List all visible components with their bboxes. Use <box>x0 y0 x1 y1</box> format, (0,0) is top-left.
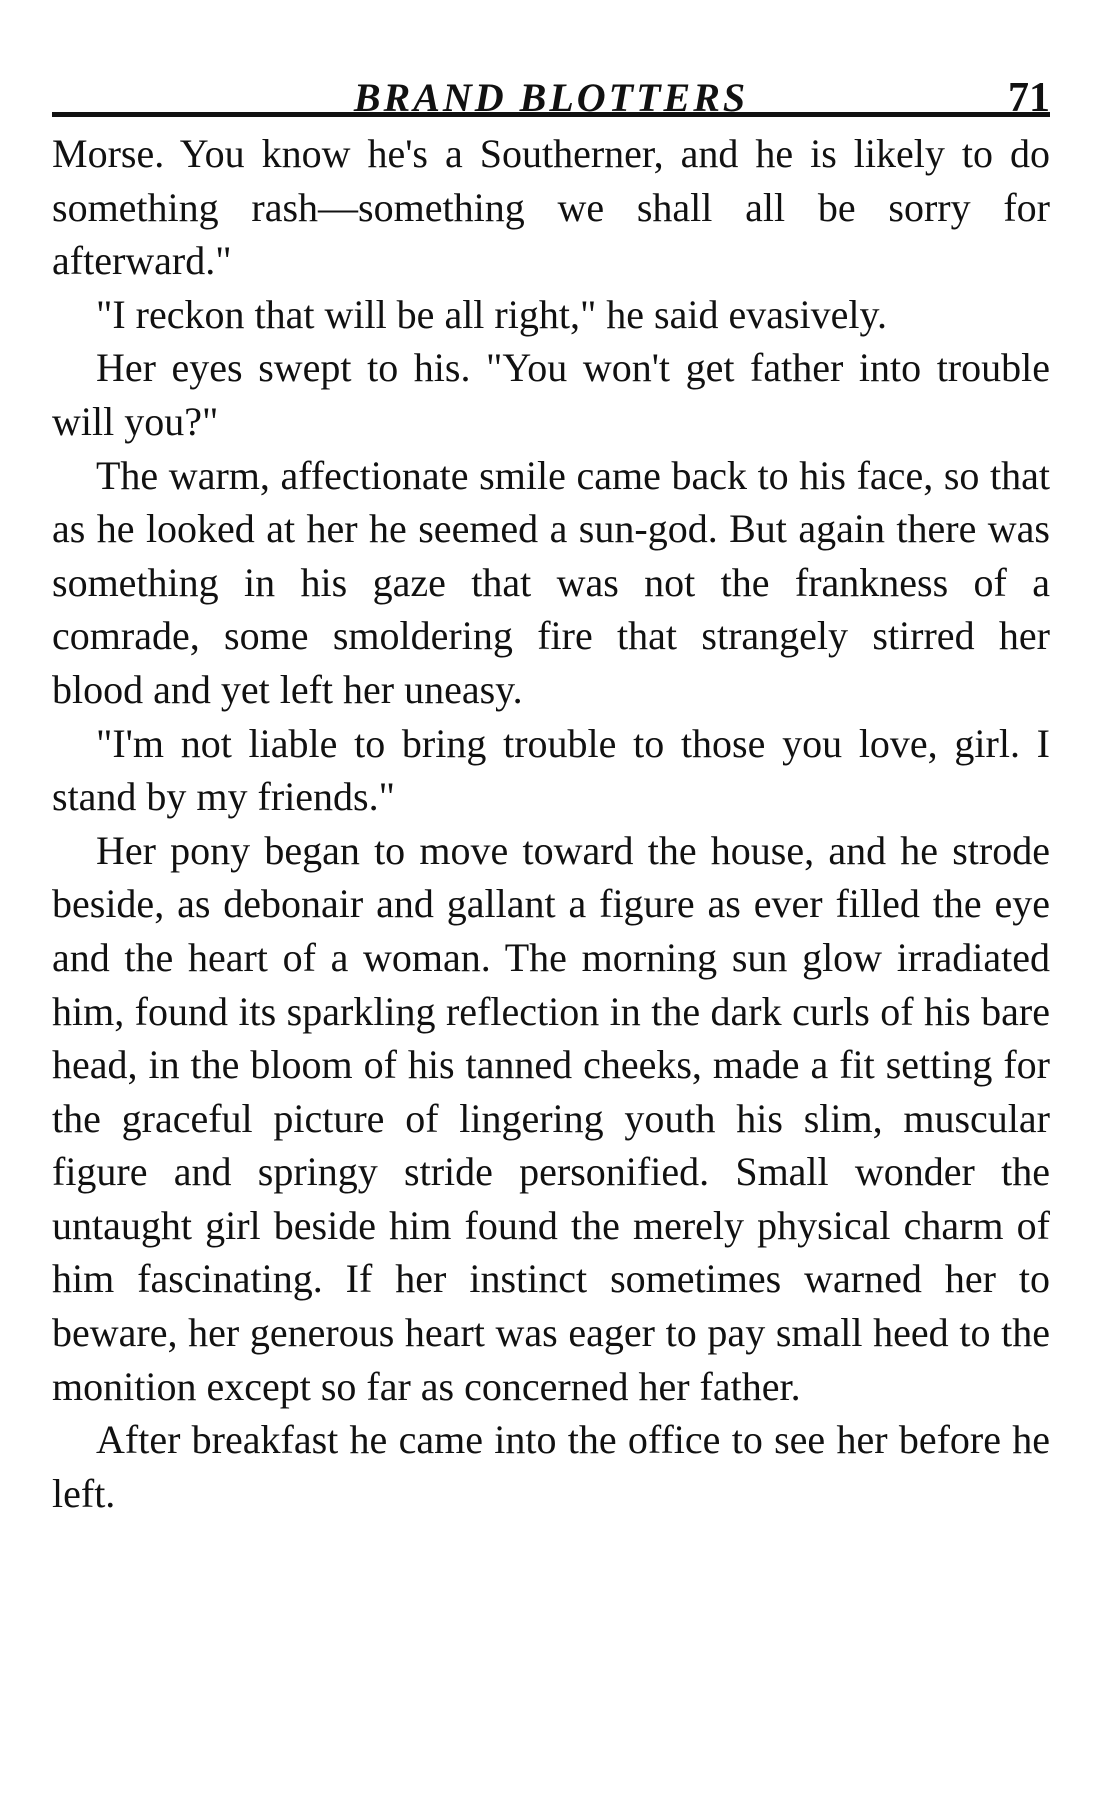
paragraph: After breakfast he came into the office to see her before he left. <box>52 1417 1050 1516</box>
paragraph: Her eyes swept to his. "You won't get father into trouble will you?" <box>52 345 1050 444</box>
paragraph: "I'm not liable to bring trouble to those you love, girl. I stand by my friends." <box>52 720 1050 820</box>
running-title: BRAND BLOTTERS <box>353 75 749 120</box>
paragraph: Her pony began to move toward the house, and he strode beside, as debonair and gallant a figure as ever filled the eye and the heart of a woman. The morning sun glow irradiated him, found its sparkling reflection in the dark curls of his bare head, in the bloom of his tanned cheeks, made a fit setting for the graceful picture of lingering youth his slim, muscular figure and springy stride personified. Small wonder the untaught girl beside him found the merely physical charm of him fascinating. If her instinct sometimes warned her to beware, her generous heart was eager to pay small heed to the monition except so far as concerned her father. <box>52 827 1050 1409</box>
book-page <box>52 60 1050 1520</box>
paragraph: "I reckon that will be all right," he said evasively. <box>96 291 887 337</box>
running-head <box>52 60 1050 121</box>
body-text <box>52 127 1050 1520</box>
paragraph: The warm, affectionate smile came back to his face, so that as he looked at her he seemed a sun-god. But again there was something in his gaze that was not the frankness of a comrade, some smoldering fire that strangely stirred her blood and yet left her uneasy. <box>52 452 1050 712</box>
page-number: 71 <box>1008 75 1050 121</box>
paragraph-continued: Morse. You know he's a Southerner, and he is likely to do something rash—something we shall all be sorry for afterward." <box>52 131 1050 284</box>
